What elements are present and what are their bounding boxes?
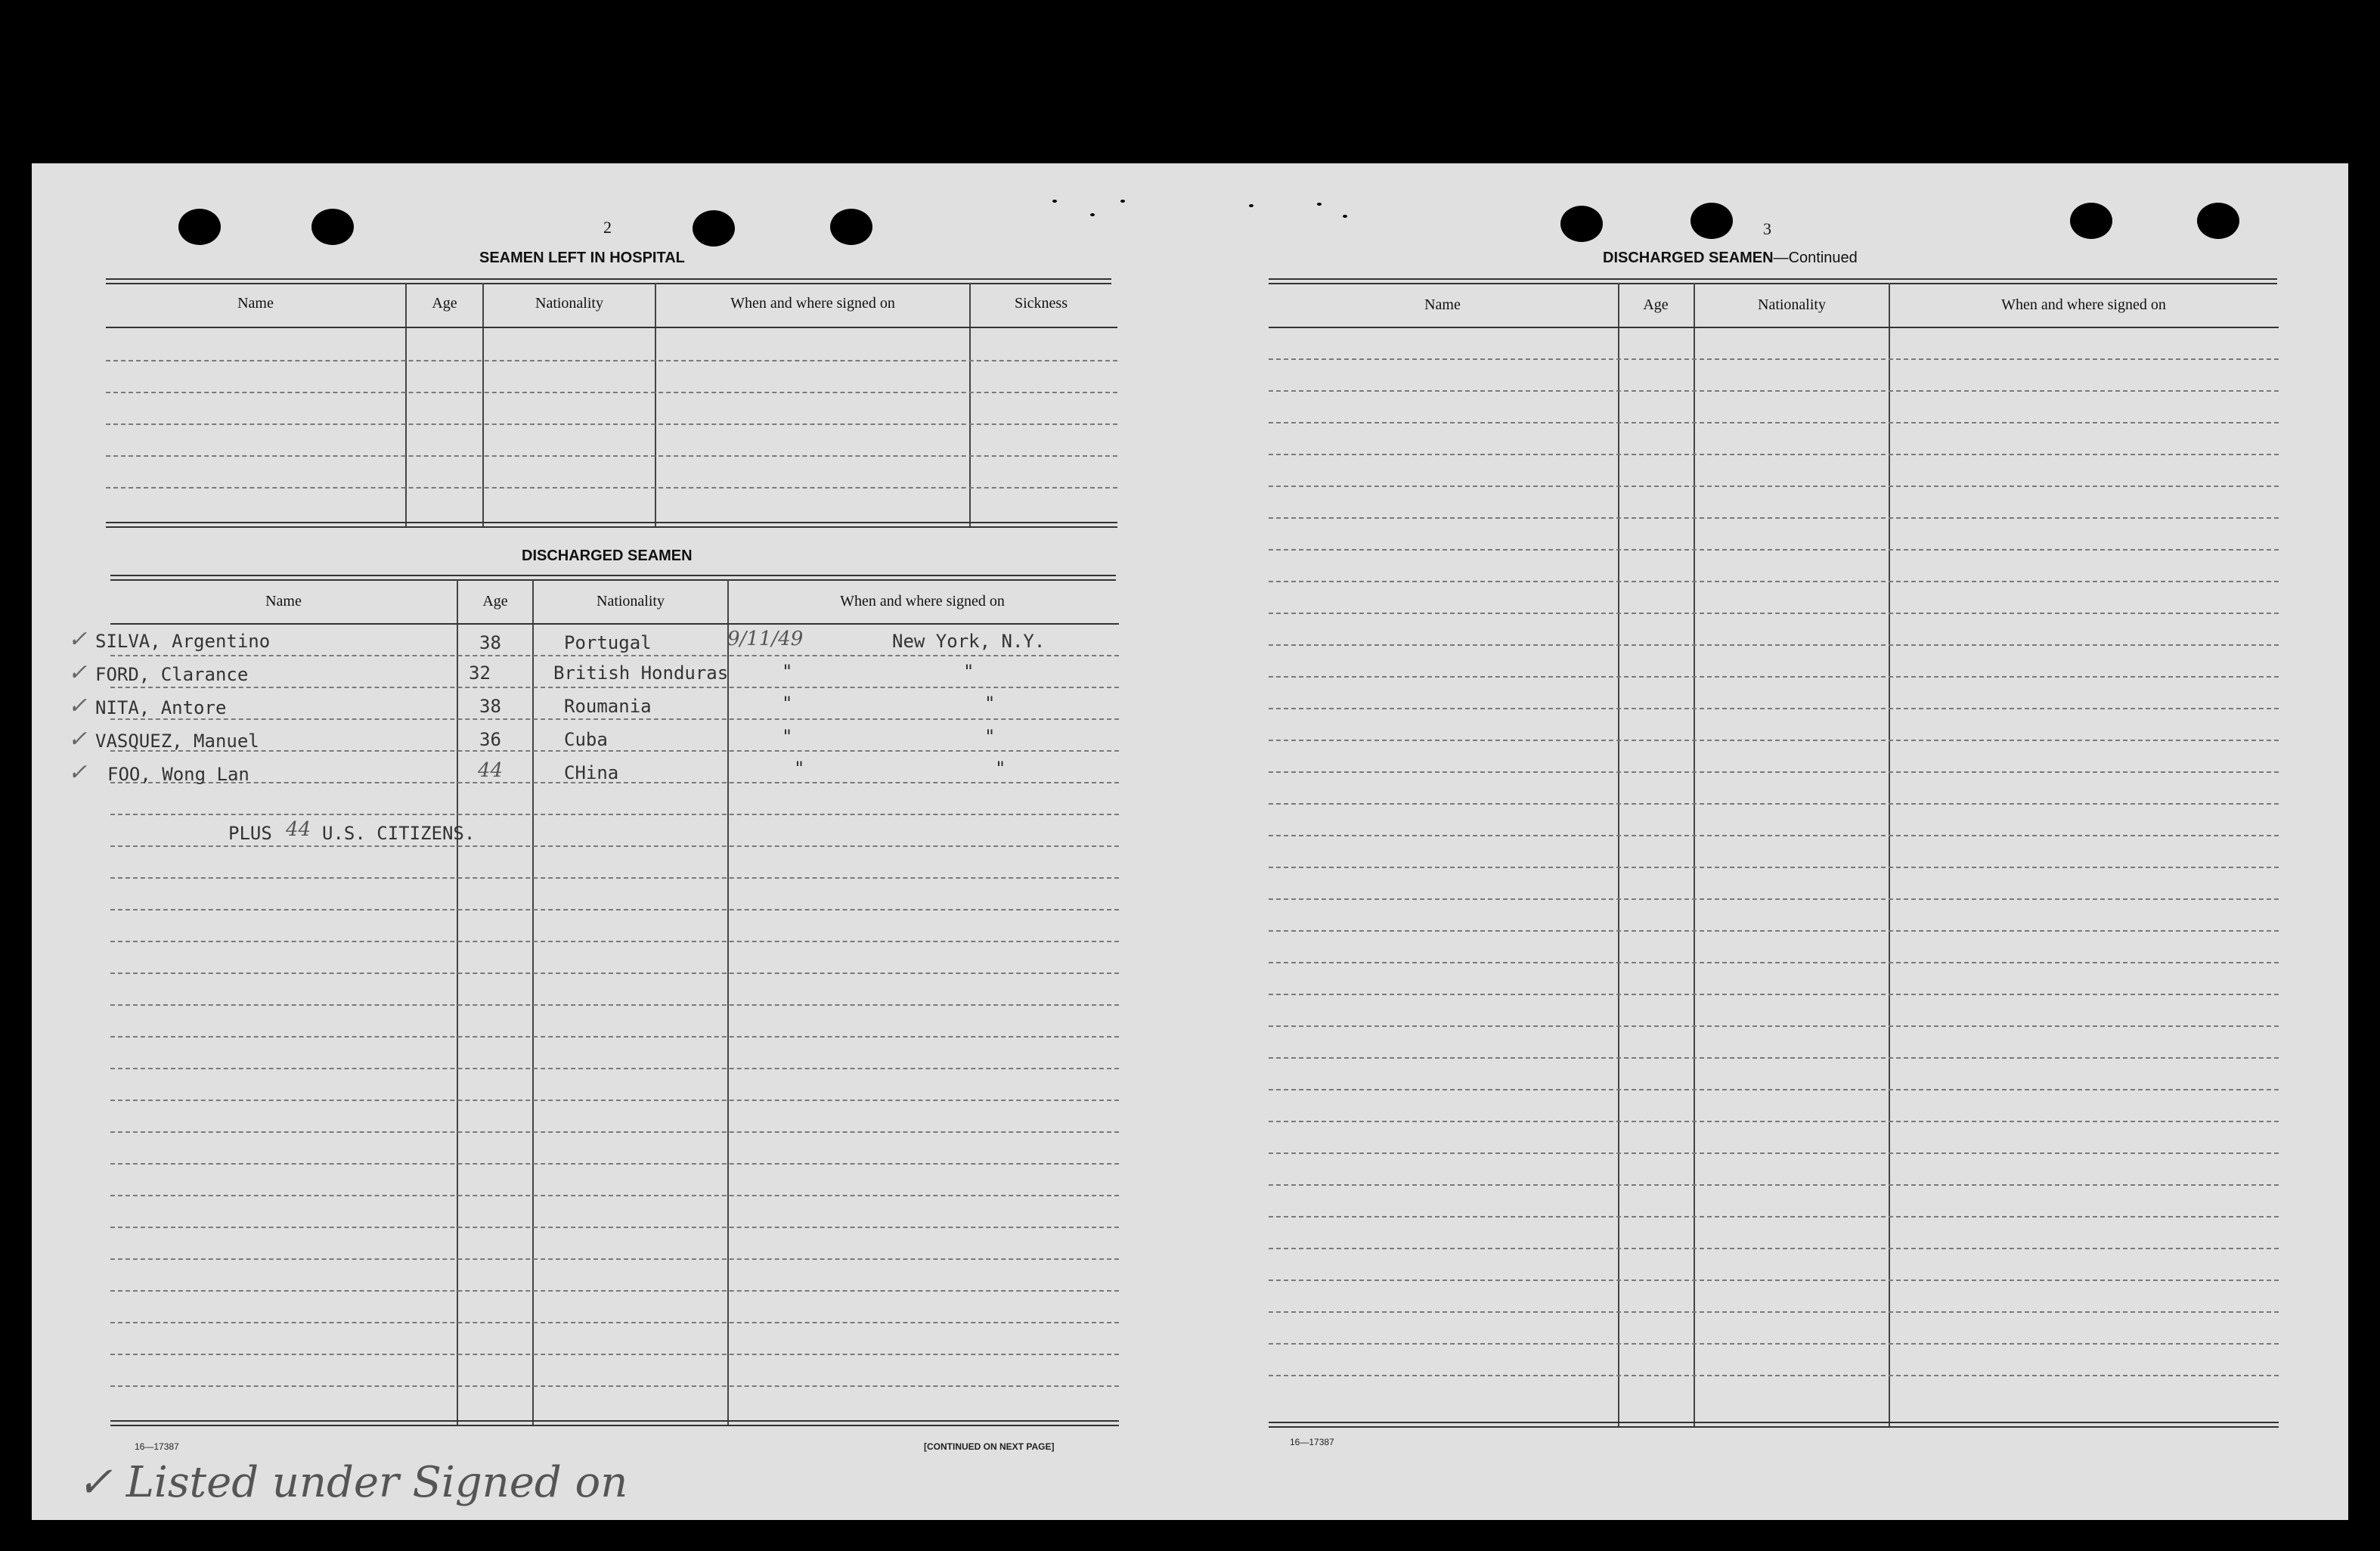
discharged-col-age: Age xyxy=(482,593,508,610)
right-title-main: DISCHARGED SEAMEN xyxy=(1603,250,1774,266)
handwritten-note: ✓ Listed under Signed on xyxy=(77,1458,628,1507)
page-number-right: 3 xyxy=(1763,219,1771,238)
check-mark: ✓ xyxy=(68,759,88,786)
signed-on-place: " xyxy=(963,661,975,682)
punch-hole xyxy=(1690,203,1733,239)
check-mark: ✓ xyxy=(68,626,88,653)
punch-hole xyxy=(2070,203,2112,239)
seaman-age: 38 xyxy=(479,632,501,653)
check-mark: ✓ xyxy=(68,726,88,752)
form-number-left: 16—17387 xyxy=(135,1441,179,1452)
plus-suffix: U.S. CITIZENS. xyxy=(322,823,476,844)
seaman-name: NITA, Antore xyxy=(95,697,227,718)
page-number-left: 2 xyxy=(603,218,612,237)
seaman-nationality: Cuba xyxy=(564,729,608,750)
seaman-nationality: Portugal xyxy=(564,632,652,653)
plus-prefix: PLUS xyxy=(228,823,272,844)
check-mark: ✓ xyxy=(68,659,88,686)
signed-on-place: New York, N.Y. xyxy=(892,631,1046,652)
seaman-nationality: Roumania xyxy=(564,696,652,717)
seaman-age: 32 xyxy=(469,662,491,684)
speck xyxy=(1052,200,1057,203)
signed-on-date: " xyxy=(782,693,793,714)
hospital-col-signed-on: When and where signed on xyxy=(730,295,895,312)
right-section-title xyxy=(1603,250,1858,267)
discharged-col-name: Name xyxy=(265,593,302,610)
seaman-name: FORD, Clarance xyxy=(95,664,249,685)
seaman-name: FOO, Wong Lan xyxy=(107,764,249,785)
punch-hole xyxy=(1560,206,1603,242)
plus-count: 44 xyxy=(286,818,311,841)
signed-on-place: " xyxy=(984,726,996,747)
discharged-col-signed-on: When and where signed on xyxy=(840,593,1005,610)
seaman-age: 38 xyxy=(479,696,501,717)
discharged-continued-table xyxy=(1269,278,2312,1458)
punch-hole xyxy=(693,210,735,247)
right-col-nationality: Nationality xyxy=(1758,296,1826,313)
discharged-col-nationality: Nationality xyxy=(597,593,665,610)
punch-hole xyxy=(2197,203,2239,239)
check-mark: ✓ xyxy=(68,693,88,719)
speck xyxy=(1317,203,1322,206)
right-col-signed-on: When and where signed on xyxy=(2001,296,2166,313)
seaman-name: SILVA, Argentino xyxy=(95,631,271,652)
seaman-age: 36 xyxy=(479,729,501,750)
seaman-age: 44 xyxy=(478,759,504,782)
speck xyxy=(1343,215,1347,218)
signed-on-place: " xyxy=(995,758,1006,779)
seaman-nationality: British Honduras xyxy=(553,662,729,684)
hospital-col-age: Age xyxy=(432,295,457,312)
signed-on-date: " xyxy=(782,661,793,682)
signed-on-place: " xyxy=(984,693,996,714)
signed-on-date: " xyxy=(782,726,793,747)
continued-note: [CONTINUED ON NEXT PAGE] xyxy=(924,1441,1055,1452)
document-sheet xyxy=(32,163,2348,1520)
seaman-name: VASQUEZ, Manuel xyxy=(95,731,259,752)
hospital-section-title: SEAMEN LEFT IN HOSPITAL xyxy=(479,250,685,266)
hospital-col-nationality: Nationality xyxy=(535,295,603,312)
right-title-suffix: —Continued xyxy=(1773,250,1858,266)
speck xyxy=(1090,213,1095,216)
punch-hole xyxy=(311,209,354,245)
right-col-name: Name xyxy=(1424,296,1461,313)
hospital-col-name: Name xyxy=(237,295,274,312)
form-number-right: 16—17387 xyxy=(1290,1437,1334,1447)
hospital-col-sickness: Sickness xyxy=(1015,295,1068,312)
speck xyxy=(1120,200,1125,203)
punch-hole xyxy=(830,209,872,245)
right-col-age: Age xyxy=(1643,296,1669,313)
discharged-section-title: DISCHARGED SEAMEN xyxy=(522,548,693,564)
signed-on-date: " xyxy=(794,758,805,779)
punch-hole xyxy=(178,209,221,245)
speck xyxy=(1249,204,1254,207)
signed-on-date: 9/11/49 xyxy=(727,628,804,650)
seaman-nationality: CHina xyxy=(564,762,619,783)
